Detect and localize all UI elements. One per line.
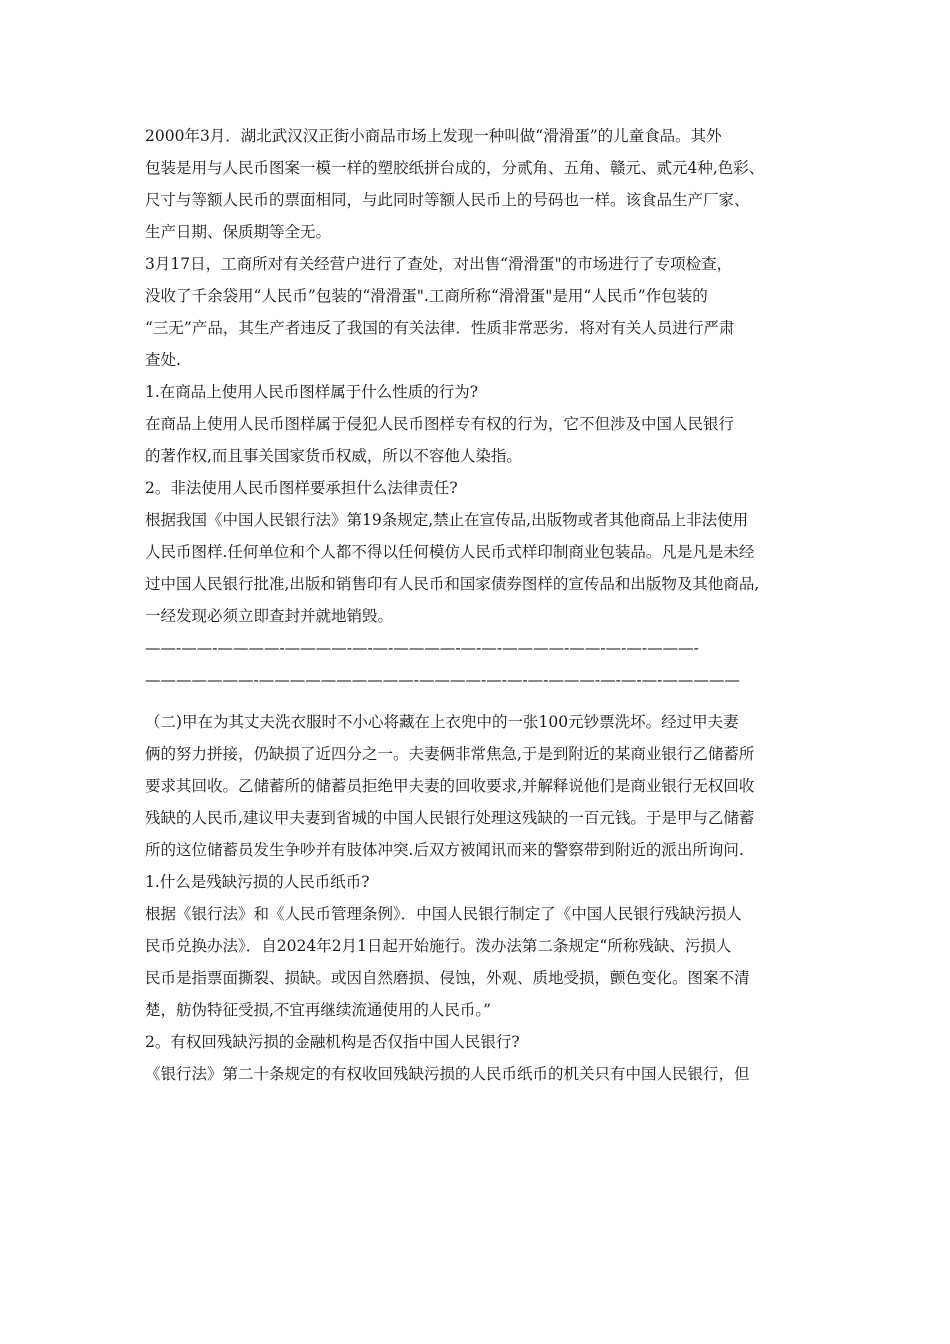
text-line: 俩的努力拼接，仍缺损了近四分之一。夫妻俩非常焦急,于是到附近的某商业银行乙储蓄所: [145, 745, 755, 763]
text-line: 楚，舫伪特征受损,不宜再继续流通使用的人民币。”: [145, 1001, 492, 1019]
case1-question-1: 1.在商品上使用人民币图样属于什么性质的行为?: [145, 383, 479, 401]
text-line: 一经发现必须立即查封并就地销毁。: [145, 607, 394, 625]
text-line: 民币兑换办法》．自2024年2月1日起开始施行。泼办法第二条规定“所称残缺、污损人: [145, 937, 732, 955]
text-line: 根据我国《中国人民银行法》第19条规定,禁止在宣传品,出版物或者其他商品上非法使用: [145, 511, 749, 529]
case2-answer-1: [145, 898, 825, 1026]
case1-answer-1: [145, 408, 825, 472]
case1-paragraph-2: [145, 248, 825, 376]
text-line: 要求其回收。乙储蓄所的储蓄员拒绝甲夫妻的回收要求,并解释说他们是商业银行无权回收: [145, 777, 755, 795]
text-line: 《银行法》第二十条规定的有权收回残缺污损的人民币纸币的机关只有中国人民银行，但: [145, 1065, 750, 1083]
text-line: （二)甲在为其丈夫洗衣服时不小心将藏在上衣兜中的一张100元钞票洗坏。经过甲夫妻: [145, 713, 739, 731]
text-line: 的著作权,而且事关国家货币权威，所以不容他人染指。: [145, 447, 522, 465]
text-line: 生产日期、保质期等全无。: [145, 223, 332, 241]
text-line: “三无”产品，其生产者违反了我国的有关法律．性质非常恶劣．将对有关人员进行严肃: [145, 319, 735, 337]
dash-separator: [145, 632, 825, 696]
text-line: 根据《银行法》和《人民币管理条例》．中国人民银行制定了《中国人民银行残缺污损人: [145, 905, 742, 923]
case2-question-1: 1.什么是残缺污损的人民币纸币?: [145, 873, 370, 891]
text-line: 民币是指票面撕裂、损缺。或因自然磨损、侵蚀，外观、质地受损，颤色变化。图案不清: [145, 969, 750, 987]
document-body: [145, 120, 825, 1090]
text-line: 在商品上使用人民币图样属于侵犯人民币图样专有权的行为，它不但涉及中国人民银行: [145, 415, 735, 433]
case2-answer-2: [145, 1058, 825, 1090]
case2-question-2: 2。有权回残缺污损的金融机构是否仅指中国人民银行?: [145, 1033, 520, 1051]
case1-paragraph-1: [145, 120, 825, 248]
separator-line: ——-——-————-————-—-—-————-—-—-————-——-—-—-———-: [145, 639, 699, 657]
case2-paragraph-1: [145, 706, 825, 866]
text-line: 尺寸与等额人民币的票面相同，与此同时等额人民币上的号码也一样。该食品生产厂家、: [145, 191, 750, 209]
case1-answer-2: [145, 504, 825, 632]
text-line: 没收了千余袋用“人民币”包装的“滑滑蛋".工商所称“滑滑蛋"是用“人民币”作包装的: [145, 287, 708, 305]
separator-line: ———————-——————————-————-—-—-—-———-—-—-—-—————: [145, 671, 740, 689]
text-line: 残缺的人民币,建议甲夫妻到省城的中国人民银行处理这残缺的一百元钱。于是甲与乙储蓄: [145, 809, 755, 827]
text-line: 包装是用与人民币图案一模一样的塑胶纸拼台成的，分贰角、五角、赣元、贰元4种,色彩、: [145, 159, 765, 177]
spacer: [145, 696, 825, 706]
text-line: 人民币图样.任何单位和个人都不得以任何模仿人民币式样印制商业包装品。凡是凡是未经: [145, 543, 755, 561]
text-line: 3月17日，工商所对有关经营户进行了查处，对出售“滑滑蛋"的市场进行了专项检查，: [145, 255, 733, 273]
case1-question-2: 2。非法使用人民币图样要承担什么法律责任?: [145, 479, 458, 497]
text-line: 2000年3月．湖北武汉汉正街小商品市场上发现一种叫做“滑滑蛋”的儿童食品。其外: [145, 127, 722, 145]
text-line: 过中国人民银行批准,出版和销售印有人民币和国家债券图样的宣传品和出版物及其他商品,: [145, 575, 760, 593]
text-line: 查处.: [145, 351, 181, 369]
text-line: 所的这位储蓄员发生争吵并有肢体冲突.后双方被闻讯而来的警察带到附近的派出所询问.: [145, 841, 744, 859]
